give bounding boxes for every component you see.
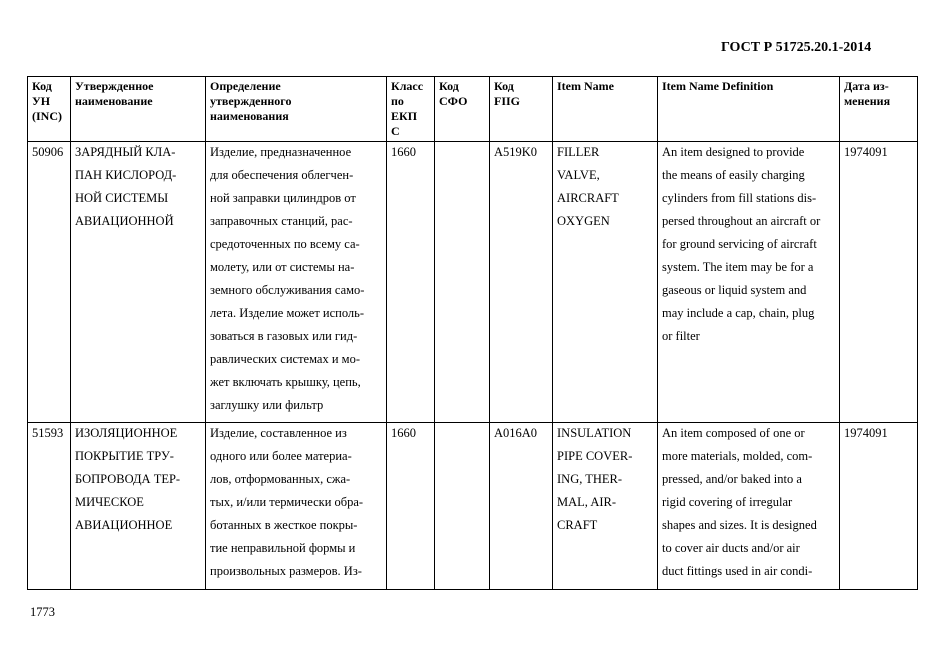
col-header-line: наименования: [210, 109, 289, 123]
cell-line: заглушку или фильтр: [210, 398, 324, 412]
cell-line: одного или более материа-: [210, 449, 352, 463]
item-definition-cell: [658, 423, 840, 590]
document-code: ГОСТ Р 51725.20.1-2014: [721, 40, 872, 55]
cell-line: Изделие, предназначенное: [210, 145, 352, 159]
cell-line: FILLER: [557, 145, 600, 159]
cell-line: Изделие, составленное из: [210, 426, 347, 440]
col-header-line: Код: [32, 79, 52, 93]
fiig-cell: A016A0: [490, 423, 553, 590]
header-row: [28, 77, 918, 142]
col-header-item-definition: [658, 77, 840, 142]
col-header-line: (INC): [32, 109, 62, 123]
cell-line: shapes and sizes. It is designed: [662, 518, 817, 532]
cell-line: средоточенных по всему са-: [210, 237, 360, 251]
page-number: 1773: [30, 605, 55, 619]
approved-name-cell: [71, 142, 206, 423]
cell-line: НОЙ СИСТЕМЫ: [75, 191, 169, 205]
cell-line: ИЗОЛЯЦИОННОЕ: [75, 426, 178, 440]
definition-cell: [206, 423, 387, 590]
cell-line: cylinders from fill stations dis-: [662, 191, 817, 205]
table-row: [28, 142, 918, 423]
col-header-line: Утвержденное: [75, 79, 154, 93]
cell-line: ПОКРЫТИЕ ТРУ-: [75, 449, 174, 463]
cell-line: system. The item may be for a: [662, 260, 814, 274]
col-header-sfo: [435, 77, 490, 142]
cell-line: or filter: [662, 329, 700, 343]
cell-line: ботанных в жесткое покры-: [210, 518, 358, 532]
col-header-line: С: [391, 124, 400, 138]
fiig-cell: A519K0: [490, 142, 553, 423]
approved-name-cell: [71, 423, 206, 590]
inc-cell: 51593: [28, 423, 71, 590]
cell-line: may include a cap, chain, plug: [662, 306, 815, 320]
col-header-line: менения: [844, 94, 891, 108]
col-header-line: СФО: [439, 94, 468, 108]
cell-line: зоваться в газовых или гид-: [210, 329, 358, 343]
col-header-line: Item Name: [557, 79, 614, 93]
cell-line: для обеспечения облегчен-: [210, 168, 354, 182]
item-name-cell: [553, 142, 658, 423]
cell-line: лов, отформованных, сжа-: [210, 472, 351, 486]
cell-line: INSULATION: [557, 426, 632, 440]
col-header-line: по: [391, 94, 404, 108]
col-header-class: [387, 77, 435, 142]
inc-cell: 50906: [28, 142, 71, 423]
cell-line: АВИАЦИОННОЙ: [75, 214, 174, 228]
cell-line: ной заправки цилиндров от: [210, 191, 356, 205]
item-name-cell: [553, 423, 658, 590]
col-header-line: Дата из-: [844, 79, 889, 93]
item-definition-cell: [658, 142, 840, 423]
cell-line: жет включать крышку, цепь,: [210, 375, 361, 389]
cell-line: the means of easily charging: [662, 168, 805, 182]
col-header-inc: [28, 77, 71, 142]
cell-line: ПАН КИСЛОРОД-: [75, 168, 177, 182]
cell-line: ING, THER-: [557, 472, 623, 486]
cell-line: CRAFT: [557, 518, 598, 532]
col-header-line: утвержденного: [210, 94, 292, 108]
cell-line: МИЧЕСКОЕ: [75, 495, 144, 509]
class-cell: 1660: [387, 142, 435, 423]
cell-line: OXYGEN: [557, 214, 610, 228]
cell-line: PIPE COVER-: [557, 449, 633, 463]
col-header-line: УН: [32, 94, 51, 108]
col-header-date: [840, 77, 918, 142]
col-header-line: Определение: [210, 79, 281, 93]
col-header-line: Item Name Definition: [662, 79, 774, 93]
cell-line: An item composed of one or: [662, 426, 805, 440]
cell-line: more materials, molded, com-: [662, 449, 813, 463]
col-header-line: FIIG: [494, 94, 521, 108]
col-header-line: наименование: [75, 94, 153, 108]
cell-line: БОПРОВОДА ТЕР-: [75, 472, 181, 486]
cell-line: произвольных размеров. Из-: [210, 564, 362, 578]
cell-line: MAL, AIR-: [557, 495, 617, 509]
cell-line: persed throughout an aircraft or: [662, 214, 821, 228]
cell-line: for ground servicing of aircraft: [662, 237, 817, 251]
sfo-cell: [435, 423, 490, 590]
cell-line: заправочных станций, рас-: [210, 214, 353, 228]
col-header-line: ЕКП: [391, 109, 418, 123]
cell-line: молету, или от системы на-: [210, 260, 355, 274]
definition-cell: [206, 142, 387, 423]
nomenclature-table: [27, 76, 918, 590]
date-cell: 1974091: [840, 142, 918, 423]
table-row: [28, 423, 918, 590]
col-header-item-name: [553, 77, 658, 142]
cell-line: duct fittings used in air condi-: [662, 564, 813, 578]
cell-line: VALVE,: [557, 168, 600, 182]
cell-line: gaseous or liquid system and: [662, 283, 807, 297]
col-header-definition: [206, 77, 387, 142]
cell-line: земного обслуживания само-: [210, 283, 365, 297]
cell-line: тых, и/или термически обра-: [210, 495, 364, 509]
cell-line: равлических системах и мо-: [210, 352, 360, 366]
col-header-line: Код: [439, 79, 459, 93]
cell-line: to cover air ducts and/or air: [662, 541, 800, 555]
class-cell: 1660: [387, 423, 435, 590]
cell-line: AIRCRAFT: [557, 191, 619, 205]
cell-line: лета. Изделие может исполь-: [210, 306, 365, 320]
date-cell: 1974091: [840, 423, 918, 590]
sfo-cell: [435, 142, 490, 423]
cell-line: pressed, and/or baked into a: [662, 472, 802, 486]
cell-line: An item designed to provide: [662, 145, 805, 159]
col-header-line: Код: [494, 79, 514, 93]
col-header-approved-name: [71, 77, 206, 142]
cell-line: тие неправильной формы и: [210, 541, 356, 555]
col-header-line: Класс: [391, 79, 424, 93]
cell-line: АВИАЦИОННОЕ: [75, 518, 173, 532]
cell-line: rigid covering of irregular: [662, 495, 793, 509]
col-header-fiig: [490, 77, 553, 142]
cell-line: ЗАРЯДНЫЙ КЛА-: [75, 145, 176, 159]
